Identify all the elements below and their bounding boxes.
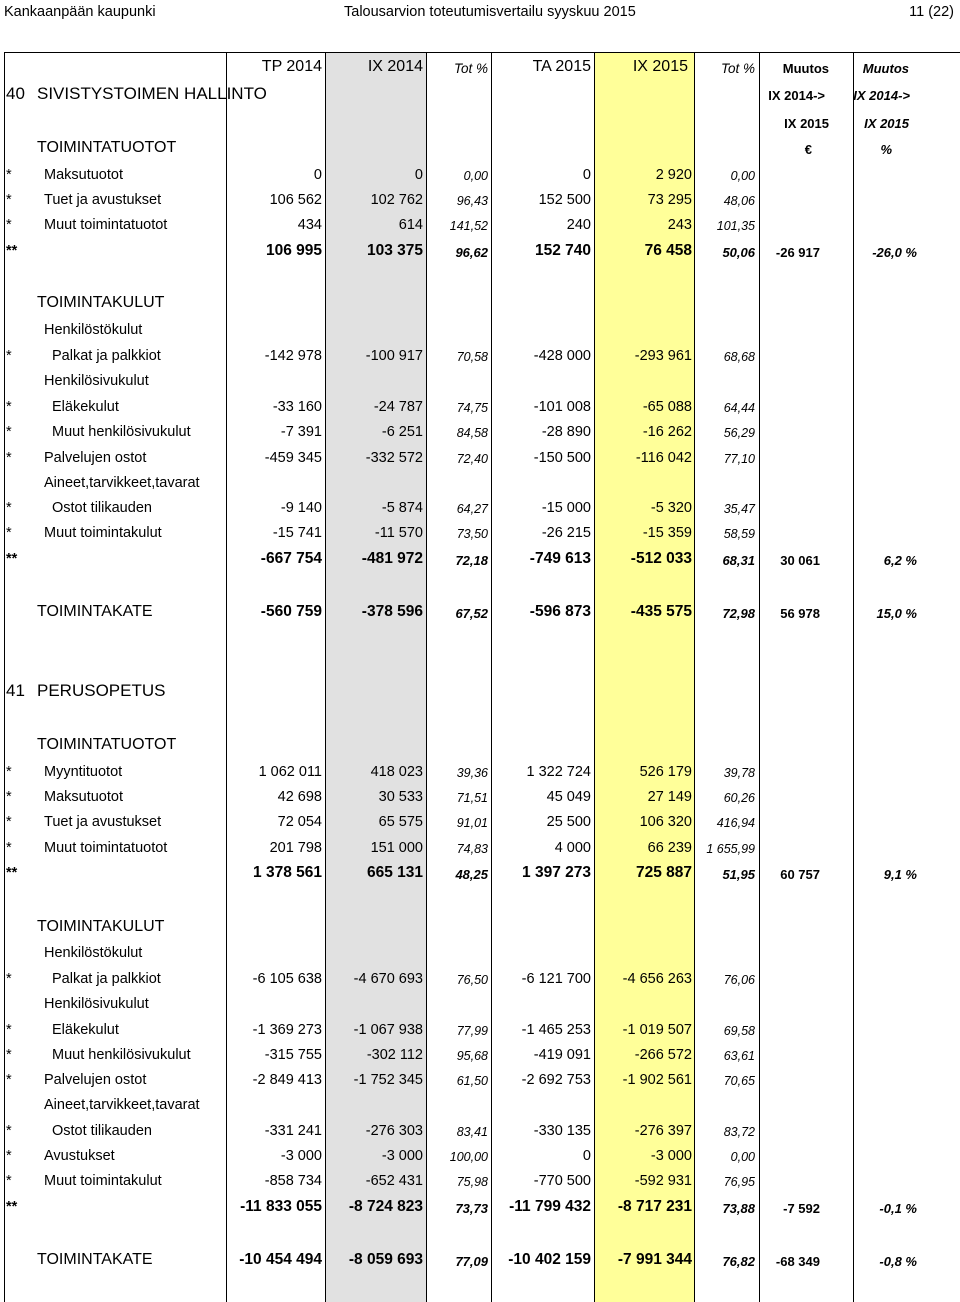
row-label: Muut henkilösivukulut xyxy=(52,424,191,440)
cell-tp2014: 72 054 xyxy=(277,814,322,830)
table-row xyxy=(0,1119,960,1144)
cell-ix2014: 0 xyxy=(414,167,423,183)
col-header-muutos-pct-line3: IX 2015 xyxy=(864,116,909,131)
row-marker: ** xyxy=(6,1199,18,1215)
row-marker: * xyxy=(6,167,12,183)
page-header xyxy=(0,0,960,24)
cell-tot2: 64,44 xyxy=(723,401,755,415)
table-row xyxy=(0,82,960,107)
col-header-tp2014: TP 2014 xyxy=(261,58,322,75)
cell-ix2014: 103 375 xyxy=(366,242,423,259)
cell-ix2014: 30 533 xyxy=(378,789,423,805)
table-row xyxy=(0,836,960,861)
cell-tot2: 60,26 xyxy=(723,791,755,805)
row-marker: * xyxy=(6,1072,12,1088)
cell-muutos-pct: -26,0 % xyxy=(872,245,917,260)
cell-muutos-abs: 56 978 xyxy=(780,606,820,621)
row-marker: * xyxy=(6,500,12,516)
col-header-tot2: Tot % xyxy=(720,61,755,76)
cell-ix2014: -378 596 xyxy=(361,603,423,620)
cell-tot2: 56,29 xyxy=(723,426,755,440)
cell-tot1: 96,62 xyxy=(455,245,488,260)
row-label: TOIMINTAKULUT xyxy=(37,918,165,935)
cell-tp2014: 1 062 011 xyxy=(258,764,322,780)
cell-tp2014: 106 995 xyxy=(265,242,322,259)
cell-ix2014: -3 000 xyxy=(381,1148,423,1164)
cell-tot2: 70,65 xyxy=(723,1074,755,1088)
cell-ta2015: -26 215 xyxy=(541,525,591,541)
table-row xyxy=(0,1195,960,1220)
row-marker: * xyxy=(6,971,12,987)
cell-tot1: 84,58 xyxy=(456,426,488,440)
cell-tot2: 76,06 xyxy=(723,973,755,987)
col-header-ix2015: IX 2015 xyxy=(632,58,688,75)
cell-tot1: 141,52 xyxy=(449,219,488,233)
cell-ta2015: -28 890 xyxy=(541,424,591,440)
cell-tot2: 72,98 xyxy=(722,606,755,621)
cell-ix2014: 102 762 xyxy=(370,192,423,208)
row-marker: * xyxy=(6,192,12,208)
cell-tot2: 73,88 xyxy=(722,1201,755,1216)
cell-ix2015: -7 991 344 xyxy=(617,1251,692,1268)
cell-ix2015: -435 575 xyxy=(630,603,692,620)
cell-muutos-pct: 6,2 % xyxy=(883,553,917,568)
cell-ix2014: 65 575 xyxy=(378,814,423,830)
row-marker: * xyxy=(6,1148,12,1164)
col-header-muutos-abs-line3: IX 2015 xyxy=(784,116,829,131)
row-label: Henkilösivukulut xyxy=(44,373,149,389)
cell-tp2014: -2 849 413 xyxy=(252,1072,322,1088)
cell-tot2: 101,35 xyxy=(716,219,755,233)
row-label: Muut toimintakulut xyxy=(44,525,162,541)
cell-tot2: 58,59 xyxy=(723,527,755,541)
cell-ix2015: 106 320 xyxy=(639,814,692,830)
row-marker: * xyxy=(6,814,12,830)
row-label: Muut toimintatuotot xyxy=(44,217,168,233)
table-row xyxy=(0,1068,960,1093)
cell-tp2014: 0 xyxy=(313,167,322,183)
cell-tot1: 77,99 xyxy=(456,1024,488,1038)
cell-tot2: 0,00 xyxy=(730,169,755,183)
cell-ta2015: 1 322 724 xyxy=(526,764,591,780)
cell-muutos-abs: 60 757 xyxy=(780,867,820,882)
cell-muutos-pct: 15,0 % xyxy=(876,606,917,621)
table-row xyxy=(0,188,960,213)
row-label: Palvelujen ostot xyxy=(44,1072,147,1088)
row-label: Tuet ja avustukset xyxy=(44,192,162,208)
cell-tot2: 1 655,99 xyxy=(706,842,755,856)
cell-tot2: 68,31 xyxy=(722,553,755,568)
table-row xyxy=(0,446,960,471)
cell-tot1: 75,98 xyxy=(456,1175,488,1189)
col-header-muutos-pct-line2: IX 2014-> xyxy=(853,88,910,103)
cell-ix2014: -1 752 345 xyxy=(353,1072,423,1088)
cell-tp2014: -315 755 xyxy=(264,1047,322,1063)
row-marker: 41 xyxy=(6,681,25,700)
table-row xyxy=(0,967,960,992)
cell-ix2015: -266 572 xyxy=(634,1047,692,1063)
cell-ix2015: 73 295 xyxy=(647,192,692,208)
row-label: Muut henkilösivukulut xyxy=(52,1047,191,1063)
cell-ix2014: -481 972 xyxy=(361,550,423,567)
cell-ix2014: -1 067 938 xyxy=(353,1022,423,1038)
cell-ta2015: -596 873 xyxy=(529,603,591,620)
cell-tot2: 68,68 xyxy=(723,350,755,364)
row-marker: 40 xyxy=(6,84,25,103)
row-label: Palkat ja palkkiot xyxy=(52,348,161,364)
table-row xyxy=(0,733,960,758)
table-row xyxy=(0,600,960,625)
cell-tot2: 0,00 xyxy=(730,1150,755,1164)
cell-tp2014: -560 759 xyxy=(260,603,322,620)
table-row xyxy=(0,239,960,264)
cell-ix2014: -8 059 693 xyxy=(348,1251,423,1268)
cell-tot1: 83,41 xyxy=(456,1125,488,1139)
row-marker: ** xyxy=(6,551,18,567)
cell-tot2: 39,78 xyxy=(723,766,755,780)
cell-ta2015: 152 740 xyxy=(534,242,591,259)
col-header-muutos-pct: Muutos xyxy=(862,61,909,76)
row-label: Muut toimintakulut xyxy=(44,1173,162,1189)
row-label: Aineet,tarvikkeet,tavarat xyxy=(44,1097,200,1113)
col-header-muutos-abs-unit: € xyxy=(804,142,812,157)
cell-muutos-abs: -68 349 xyxy=(775,1254,820,1269)
cell-tp2014: 42 698 xyxy=(277,789,322,805)
cell-tot2: 48,06 xyxy=(723,194,755,208)
cell-ta2015: 240 xyxy=(566,217,591,233)
cell-muutos-pct: -0,8 % xyxy=(879,1254,917,1269)
cell-tp2014: -15 741 xyxy=(272,525,322,541)
cell-tp2014: -3 000 xyxy=(280,1148,322,1164)
cell-tot1: 0,00 xyxy=(463,169,488,183)
cell-ix2015: -1 019 507 xyxy=(622,1022,692,1038)
row-label: Palkat ja palkkiot xyxy=(52,971,161,987)
row-label: Maksutuotot xyxy=(44,789,123,805)
cell-ix2015: -293 961 xyxy=(634,348,692,364)
cell-tot1: 74,83 xyxy=(456,842,488,856)
cell-ta2015: -15 000 xyxy=(541,500,591,516)
table-row xyxy=(0,213,960,238)
table-row xyxy=(0,420,960,445)
cell-tot2: 76,95 xyxy=(723,1175,755,1189)
cell-tot2: 69,58 xyxy=(723,1024,755,1038)
table-top-border xyxy=(4,52,960,53)
cell-ta2015: 25 500 xyxy=(546,814,591,830)
table-row xyxy=(0,163,960,188)
cell-tp2014: -6 105 638 xyxy=(252,971,322,987)
cell-ta2015: -150 500 xyxy=(533,450,591,466)
table-row xyxy=(0,679,960,704)
cell-tot1: 96,43 xyxy=(456,194,488,208)
cell-tot1: 95,68 xyxy=(456,1049,488,1063)
row-marker: * xyxy=(6,450,12,466)
cell-ta2015: 152 500 xyxy=(538,192,591,208)
cell-ix2014: 665 131 xyxy=(366,864,423,881)
cell-tot1: 77,09 xyxy=(455,1254,488,1269)
cell-ix2014: -5 874 xyxy=(381,500,423,516)
row-label: Aineet,tarvikkeet,tavarat xyxy=(44,475,200,491)
cell-tot1: 73,50 xyxy=(456,527,488,541)
table-row xyxy=(0,496,960,521)
cell-tot1: 48,25 xyxy=(455,867,488,882)
table-row xyxy=(0,915,960,940)
cell-tot1: 71,51 xyxy=(456,791,488,805)
cell-tot1: 73,73 xyxy=(455,1201,488,1216)
cell-ix2014: -24 787 xyxy=(373,399,423,415)
row-marker: ** xyxy=(6,865,18,881)
cell-ta2015: 45 049 xyxy=(546,789,591,805)
cell-muutos-abs: -26 917 xyxy=(775,245,820,260)
table-row xyxy=(0,861,960,886)
page-number: 11 (22) xyxy=(909,4,954,20)
table-row xyxy=(0,1169,960,1194)
cell-ix2015: -592 931 xyxy=(634,1173,692,1189)
cell-tp2014: -33 160 xyxy=(272,399,322,415)
cell-ix2014: -652 431 xyxy=(365,1173,423,1189)
cell-tp2014: 201 798 xyxy=(269,840,322,856)
cell-tp2014: -858 734 xyxy=(264,1173,322,1189)
cell-ix2015: -116 042 xyxy=(635,450,692,466)
organization-name: Kankaanpään kaupunki xyxy=(4,4,156,20)
cell-muutos-pct: -0,1 % xyxy=(879,1201,917,1216)
row-marker: * xyxy=(6,348,12,364)
table-row xyxy=(0,1144,960,1169)
cell-tp2014: 106 562 xyxy=(269,192,322,208)
cell-ix2015: -8 717 231 xyxy=(617,1198,692,1215)
cell-tot2: 51,95 xyxy=(722,867,755,882)
col-header-muutos-pct-unit: % xyxy=(880,142,892,157)
cell-tot1: 64,27 xyxy=(456,502,488,516)
cell-ix2014: 418 023 xyxy=(370,764,423,780)
table-row xyxy=(0,760,960,785)
cell-tp2014: -1 369 273 xyxy=(252,1022,322,1038)
cell-ix2014: -11 570 xyxy=(374,525,423,541)
table-row xyxy=(0,521,960,546)
row-label: Muut toimintatuotot xyxy=(44,840,168,856)
col-header-tot1: Tot % xyxy=(453,61,488,76)
row-label: PERUSOPETUS xyxy=(37,681,166,700)
cell-ix2014: -302 112 xyxy=(366,1047,423,1063)
row-label: Eläkekulut xyxy=(52,399,119,415)
cell-tot1: 74,75 xyxy=(456,401,488,415)
cell-ta2015: -6 121 700 xyxy=(521,971,591,987)
cell-ta2015: -428 000 xyxy=(533,348,591,364)
cell-tot1: 72,40 xyxy=(456,452,488,466)
table-row xyxy=(0,1018,960,1043)
cell-ix2015: -3 000 xyxy=(650,1148,692,1164)
cell-tp2014: -459 345 xyxy=(264,450,322,466)
cell-ta2015: -419 091 xyxy=(533,1047,591,1063)
row-label: Palvelujen ostot xyxy=(44,450,147,466)
row-label: SIVISTYSTOIMEN HALLINTO xyxy=(37,84,267,103)
row-label: Eläkekulut xyxy=(52,1022,119,1038)
cell-ix2015: -4 656 263 xyxy=(622,971,692,987)
row-label: Avustukset xyxy=(44,1148,115,1164)
cell-ix2015: -65 088 xyxy=(642,399,692,415)
cell-ta2015: 0 xyxy=(582,167,591,183)
cell-ix2015: 2 920 xyxy=(655,167,692,183)
col-header-muutos-abs-line2: IX 2014-> xyxy=(768,88,825,103)
row-label: Henkilöstökulut xyxy=(44,322,143,338)
cell-tot2: 63,61 xyxy=(723,1049,755,1063)
cell-ta2015: -749 613 xyxy=(529,550,591,567)
row-label: Maksutuotot xyxy=(44,167,123,183)
cell-tp2014: 1 378 561 xyxy=(253,864,322,881)
cell-ta2015: 4 000 xyxy=(554,840,591,856)
cell-ix2015: 27 149 xyxy=(647,789,692,805)
table-row xyxy=(0,344,960,369)
cell-tot1: 76,50 xyxy=(456,973,488,987)
table-row xyxy=(0,1043,960,1068)
cell-ta2015: 1 397 273 xyxy=(522,864,591,881)
cell-tp2014: -11 833 055 xyxy=(240,1198,322,1215)
row-marker: * xyxy=(6,424,12,440)
table-row xyxy=(0,318,960,343)
cell-ix2014: -100 917 xyxy=(365,348,423,364)
column-header-row xyxy=(0,55,960,80)
cell-ix2015: 243 xyxy=(667,217,692,233)
cell-ta2015: 0 xyxy=(582,1148,591,1164)
row-marker: * xyxy=(6,217,12,233)
cell-ix2014: -276 303 xyxy=(365,1123,423,1139)
cell-tp2014: -7 391 xyxy=(280,424,322,440)
cell-ix2015: -15 359 xyxy=(642,525,692,541)
table-row xyxy=(0,785,960,810)
row-label: TOIMINTAKULUT xyxy=(37,294,165,311)
cell-tot1: 100,00 xyxy=(449,1150,488,1164)
table-row xyxy=(0,941,960,966)
table-row xyxy=(0,471,960,496)
row-label: TOIMINTATUOTOT xyxy=(37,139,177,156)
cell-tot2: 77,10 xyxy=(723,452,755,466)
row-marker: * xyxy=(6,1173,12,1189)
cell-muutos-abs: 30 061 xyxy=(780,553,820,568)
table-row xyxy=(0,547,960,572)
cell-ta2015: -11 799 432 xyxy=(509,1198,591,1215)
row-marker: * xyxy=(6,1022,12,1038)
cell-tot1: 67,52 xyxy=(455,606,488,621)
cell-ta2015: -330 135 xyxy=(533,1123,591,1139)
cell-ix2014: 614 xyxy=(398,217,423,233)
row-label: Henkilöstökulut xyxy=(44,945,143,961)
table-row xyxy=(0,291,960,316)
cell-muutos-pct: 9,1 % xyxy=(883,867,917,882)
document-title: Talousarvion toteutumisvertailu syyskuu 2015 xyxy=(344,4,636,20)
table-row xyxy=(0,369,960,394)
cell-ix2014: -6 251 xyxy=(381,424,423,440)
cell-muutos-abs: -7 592 xyxy=(783,1201,820,1216)
row-marker: * xyxy=(6,1047,12,1063)
row-label: Tuet ja avustukset xyxy=(44,814,162,830)
row-marker: * xyxy=(6,399,12,415)
cell-ix2015: -16 262 xyxy=(642,424,692,440)
cell-tot2: 35,47 xyxy=(723,502,755,516)
row-label: TOIMINTATUOTOT xyxy=(37,736,177,753)
cell-tot1: 91,01 xyxy=(456,816,488,830)
col-header-ix2014: IX 2014 xyxy=(367,58,423,75)
row-label: TOIMINTAKATE xyxy=(37,1251,153,1268)
cell-tp2014: -10 454 494 xyxy=(239,1251,322,1268)
cell-ix2014: 151 000 xyxy=(370,840,423,856)
cell-ix2014: -8 724 823 xyxy=(348,1198,423,1215)
cell-tp2014: -667 754 xyxy=(260,550,322,567)
row-marker: * xyxy=(6,789,12,805)
row-marker: * xyxy=(6,525,12,541)
cell-ix2015: 66 239 xyxy=(647,840,692,856)
cell-ta2015: -101 008 xyxy=(533,399,591,415)
row-label: Henkilösivukulut xyxy=(44,996,149,1012)
cell-ta2015: -2 692 753 xyxy=(521,1072,591,1088)
table-row xyxy=(0,992,960,1017)
cell-tp2014: -142 978 xyxy=(264,348,322,364)
cell-ix2015: 725 887 xyxy=(635,864,692,881)
col-header-muutos-abs: Muutos xyxy=(782,61,829,76)
table-row xyxy=(0,810,960,835)
table-row xyxy=(0,1093,960,1118)
cell-ix2015: -5 320 xyxy=(650,500,692,516)
cell-ix2015: -276 397 xyxy=(634,1123,692,1139)
cell-tot2: 83,72 xyxy=(723,1125,755,1139)
row-marker: * xyxy=(6,764,12,780)
row-label: Ostot tilikauden xyxy=(52,1123,152,1139)
cell-tot1: 72,18 xyxy=(455,553,488,568)
row-marker: * xyxy=(6,840,12,856)
cell-ta2015: -770 500 xyxy=(533,1173,591,1189)
table-row xyxy=(0,136,960,161)
cell-ix2015: 76 458 xyxy=(644,242,692,259)
cell-tot2: 416,94 xyxy=(716,816,755,830)
cell-ix2015: -512 033 xyxy=(630,550,692,567)
cell-tot1: 70,58 xyxy=(456,350,488,364)
row-marker: * xyxy=(6,1123,12,1139)
cell-tot1: 61,50 xyxy=(456,1074,488,1088)
column-header-row xyxy=(0,110,960,135)
row-label: Ostot tilikauden xyxy=(52,500,152,516)
table-row xyxy=(0,1248,960,1273)
col-header-ta2015: TA 2015 xyxy=(532,58,591,75)
cell-tp2014: 434 xyxy=(297,217,322,233)
cell-tot1: 39,36 xyxy=(456,766,488,780)
cell-tot2: 50,06 xyxy=(722,245,755,260)
cell-tp2014: -331 241 xyxy=(264,1123,322,1139)
cell-ix2015: -1 902 561 xyxy=(622,1072,692,1088)
cell-ta2015: -1 465 253 xyxy=(521,1022,591,1038)
row-label: TOIMINTAKATE xyxy=(37,603,153,620)
row-label: Myyntituotot xyxy=(44,764,123,780)
cell-ta2015: -10 402 159 xyxy=(508,1251,591,1268)
cell-ix2015: 526 179 xyxy=(639,764,692,780)
cell-ix2014: -4 670 693 xyxy=(353,971,423,987)
table-row xyxy=(0,395,960,420)
cell-tot2: 76,82 xyxy=(722,1254,755,1269)
row-marker: ** xyxy=(6,243,18,259)
cell-ix2014: -332 572 xyxy=(365,450,423,466)
cell-tp2014: -9 140 xyxy=(280,500,322,516)
